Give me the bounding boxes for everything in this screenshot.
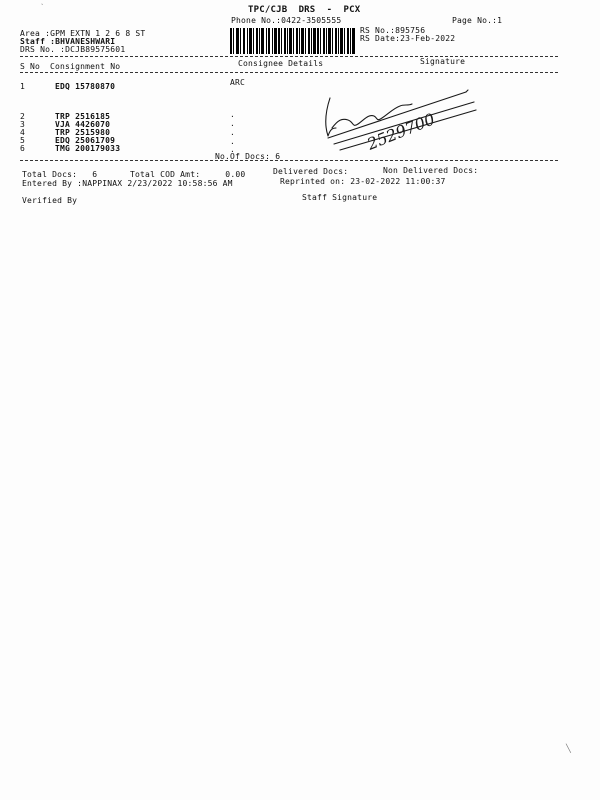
staff-label: Staff :BHVANESHWARI bbox=[20, 37, 116, 46]
row-2-consignee: . bbox=[230, 110, 236, 119]
rs-number: RS No.:895756 bbox=[360, 26, 426, 35]
signature-number: 2529700 bbox=[364, 109, 438, 154]
drs-number: DRS No. :DCJB89575601 bbox=[20, 45, 126, 54]
barcode-image bbox=[230, 28, 355, 54]
divider-line bbox=[20, 72, 558, 73]
row-2-sno: 2 bbox=[20, 112, 26, 121]
row-3-consignee: . bbox=[230, 119, 236, 128]
reprinted-on: Reprinted on: 23-02-2022 11:00:37 bbox=[280, 177, 446, 186]
column-header-sno: S No bbox=[20, 62, 41, 71]
delivered-docs: Delivered Docs: bbox=[273, 167, 349, 176]
row-6-consignment: TMG 200179033 bbox=[55, 144, 121, 153]
entered-by: Entered By :NAPPINAX 2/23/2022 10:58:56 AM bbox=[22, 179, 233, 188]
handwritten-signature bbox=[318, 84, 478, 164]
page-number: Page No.:1 bbox=[452, 16, 503, 25]
number-of-docs: No.Of Docs: 6 bbox=[215, 152, 281, 161]
column-header-signature: Signature bbox=[420, 57, 466, 66]
row-4-consignee: . bbox=[230, 128, 236, 137]
verified-by-label: Verified By bbox=[22, 196, 78, 205]
rs-date: RS Date:23-Feb-2022 bbox=[360, 34, 456, 43]
row-1-consignment: EDQ 15780870 bbox=[55, 82, 116, 91]
row-1-sno: 1 bbox=[20, 82, 26, 91]
staff-signature-label: Staff Signature bbox=[302, 193, 378, 202]
row-1-consignee: ARC bbox=[230, 78, 246, 87]
row-3-consignment: VJA 4426070 bbox=[55, 120, 111, 129]
row-4-consignment: TRP 2515980 bbox=[55, 128, 111, 137]
row-5-sno: 5 bbox=[20, 136, 26, 145]
row-5-consignee: . bbox=[230, 137, 236, 146]
row-5-consignment: EDQ 25061709 bbox=[55, 136, 116, 145]
document-title: TPC/CJB DRS - PCX bbox=[248, 5, 361, 15]
total-cod-amount: Total COD Amt: 0.00 bbox=[130, 170, 246, 179]
row-6-sno: 6 bbox=[20, 144, 26, 153]
scan-speck-icon: ╲ bbox=[566, 744, 571, 753]
row-2-consignment: TRP 2516185 bbox=[55, 112, 111, 121]
non-delivered-docs: Non Delivered Docs: bbox=[383, 166, 479, 175]
phone-number: Phone No.:0422-3505555 bbox=[231, 16, 342, 25]
total-docs: Total Docs: 6 bbox=[22, 170, 98, 179]
divider-line bbox=[20, 56, 558, 57]
row-3-sno: 3 bbox=[20, 120, 26, 129]
scan-speck-icon: ˋ bbox=[40, 3, 45, 12]
divider-line bbox=[20, 160, 558, 161]
column-header-consignee: Consignee Details bbox=[238, 59, 324, 68]
row-4-sno: 4 bbox=[20, 128, 26, 137]
area-label: Area :GPM EXTN 1 2 6 8 ST bbox=[20, 29, 146, 38]
column-header-consignment: Consignment No bbox=[50, 62, 121, 71]
row-6-consignee: . bbox=[230, 145, 236, 154]
